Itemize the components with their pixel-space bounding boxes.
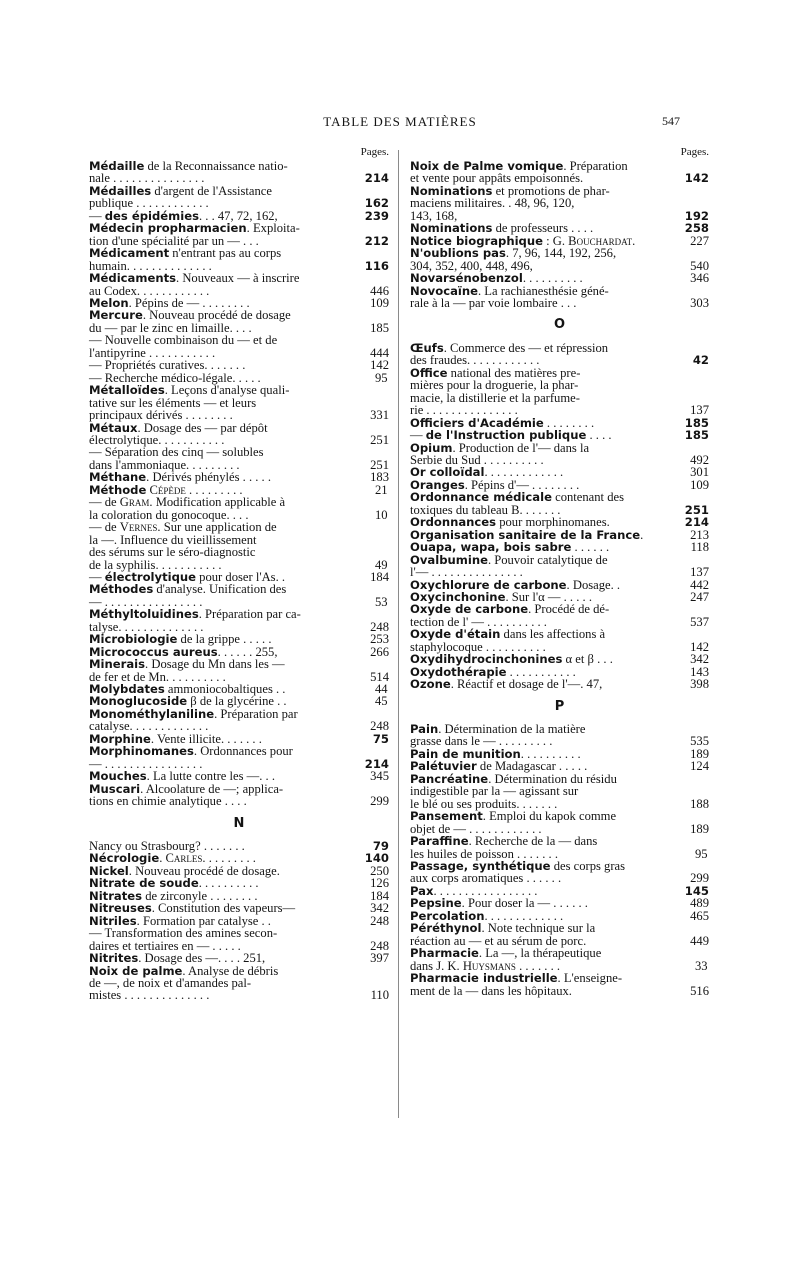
entry-line: Pharmacie industrielle. L'enseigne- (410, 971, 623, 986)
index-entry (89, 708, 389, 733)
section-letter-n: N (233, 815, 245, 831)
entry-line: Médicaments. Nouveaux — à inscrire (89, 271, 300, 286)
page-ref: 442 (690, 577, 709, 592)
page-ref: 248 (370, 619, 389, 634)
page-ref: 109 (690, 477, 709, 492)
entry-line: 143 Oxydothérapie . . . . . . . . . . . (410, 664, 709, 679)
page-ref: 185 (684, 415, 709, 430)
entry-line: 137 rie . . . . . . . . . . . . . . . (410, 403, 709, 418)
index-entry (410, 603, 709, 628)
page-ref: 214 (684, 515, 709, 530)
entry-line: 258 Nominations de professeurs . . . . (410, 221, 709, 236)
entry-line: Novocaïne. La rachianesthésie géné- (410, 283, 609, 298)
entry-line: 239 — des épidémies. . . 47, 72, 162, (89, 208, 389, 223)
page-ref: 124 (690, 759, 709, 774)
entry-line: 185 du — par le zinc en limaille. . . . (89, 320, 389, 335)
page-ref: 137 (690, 565, 709, 580)
entry-line: Muscari. Alcoolature de —; applica- (89, 781, 284, 796)
entry-line: 299 tions en chimie analytique . . . . (89, 794, 389, 809)
page-ref: 142 (690, 639, 709, 654)
entry-line: 124 Palétuvier de Madagascar . . . . . (410, 759, 709, 774)
entry-line: 248 catalyse. . . . . . . . . . . . . (89, 719, 389, 734)
entries-p (410, 723, 709, 997)
index-entry (89, 359, 389, 371)
index-entry (89, 309, 389, 334)
index-entry (410, 367, 709, 417)
index-entry (89, 185, 389, 210)
entry-line: 516 ment de la — dans les hôpitaux. (410, 983, 709, 998)
entry-line: Monométhylaniline. Préparation par (89, 706, 298, 721)
index-entry (410, 723, 709, 748)
page-ref: 516 (690, 983, 709, 998)
entry-line: 214 Ordonnances pour morphinomanes. (410, 515, 709, 530)
page-ref: 303 (690, 295, 709, 310)
entry-line: N'oublions pas. 7, 96, 144, 192, 256, (410, 246, 617, 261)
entry-line: 44 Molybdates ammoniocobaltiques . . (89, 682, 388, 697)
entry-line: Métaux. Dosage des — par dépôt (89, 420, 268, 435)
section-letter-o: O (553, 317, 566, 333)
entry-line: Médaille de la Reconnaissance natio- (89, 159, 288, 173)
entry-line: 342 Nitreuses. Constitution des vapeurs— (89, 901, 389, 916)
index-entry (410, 860, 709, 885)
index-entry (89, 247, 389, 272)
entry-line: Pain. Détermination de la matière (410, 722, 586, 737)
page-ref: 248 (370, 938, 389, 953)
entry-line: 248 talyse. . . . . . . . . . . . . . (89, 619, 389, 634)
page-ref: 239 (364, 208, 389, 223)
page-ref: 227 (690, 233, 709, 248)
index-entry (89, 334, 389, 359)
page-ref: 449 (690, 933, 709, 948)
page-ref: 514 (370, 669, 389, 684)
page-number: 547 (662, 114, 680, 128)
entry-line: 253 Microbiologie de la grippe . . . . . (89, 632, 389, 647)
entry-line: 189 Pain de munition. . . . . . . . . . (410, 746, 709, 761)
entry-line: Office national des matières pre- (410, 365, 581, 380)
page-ref: 42 (692, 353, 709, 368)
page-ref: 189 (690, 746, 709, 761)
page-ref: 342 (690, 652, 709, 667)
entry-line: Pancréatine. Détermination du résidu (410, 771, 617, 786)
entry-line: Noix de palme. Analyse de débris (89, 963, 279, 978)
entry-line: 346 Novarsénobenzol. . . . . . . . . . (410, 271, 709, 286)
page-header (0, 114, 800, 134)
index-entry (410, 773, 709, 810)
entry-line: 116 humain. . . . . . . . . . . . . . (89, 258, 389, 273)
entry-line: macie, la distillerie et la parfume- (410, 390, 580, 405)
index-entry (410, 342, 709, 367)
entry-line: Médecin propharmacien. Exploita- (89, 221, 300, 236)
entry-line: 75 Morphine. Vente illicite. . . . . . . (89, 731, 389, 746)
entry-line: Médicament n'entrant pas au corps (89, 246, 282, 261)
page-ref: 489 (690, 896, 709, 911)
entry-line: 247 Oxycinchonine. Sur l'α — . . . . . (410, 589, 709, 604)
entry-line: 183 Méthane. Dérivés phénylés . . . . . (89, 470, 389, 485)
index-entry (410, 442, 709, 467)
index-entry (89, 927, 389, 952)
entry-line: 251 électrolytique. . . . . . . . . . . (89, 432, 389, 447)
page-ref: 250 (370, 863, 389, 878)
entry-line: des sérums sur le séro-diagnostic (89, 545, 256, 560)
entry-line: Passage, synthétique des corps gras (410, 859, 626, 874)
entry-line: 212 tion d'une spécialité par un — . . . (89, 233, 389, 248)
entry-line: 184 — électrolytique pour doser l'As. . (89, 569, 389, 584)
entry-line: — Nouvelle combinaison du — et de (89, 333, 278, 348)
page-ref: 398 (690, 677, 709, 692)
entry-line: 110 mistes . . . . . . . . . . . . . . (89, 988, 389, 1003)
page-ref: 192 (684, 208, 709, 223)
entry-line: 49 de la syphilis. . . . . . . . . . . (89, 557, 388, 572)
index-entry (89, 608, 389, 633)
page-ref: 75 (372, 731, 389, 746)
index-entry (410, 285, 709, 310)
entry-line: 189 objet de — . . . . . . . . . . . . (410, 821, 709, 836)
page-ref: 109 (370, 295, 389, 310)
entry-line: 345 Mouches. La lutte contre les —. . . (89, 769, 389, 784)
page-ref: 258 (684, 221, 709, 236)
page-ref: 251 (370, 457, 389, 472)
entry-line: 442 Oxychlorure de carbone. Dosage. . (410, 577, 709, 592)
index-entry (410, 972, 709, 997)
entry-line: la —. Influence du vieillissement (89, 532, 257, 547)
page-ref: 140 (364, 851, 389, 866)
entry-line: Méthodes d'analyse. Unification des (89, 582, 287, 597)
entry-line: 126 Nitrate de soude. . . . . . . . . . (89, 876, 389, 891)
entry-line: 214 nale . . . . . . . . . . . . . . . (89, 171, 389, 186)
index-entry (89, 745, 389, 770)
entry-line: Ovalbumine. Pouvoir catalytique de (410, 552, 608, 567)
page-ref: 248 (370, 913, 389, 928)
index-entry (89, 783, 389, 808)
index-entry (89, 222, 389, 247)
page-ref: 162 (364, 196, 389, 211)
entry-line: 227 Notice biographique : G. Bouchardat. (410, 233, 709, 248)
page-ref: 346 (690, 271, 709, 286)
page-ref: 185 (684, 428, 709, 443)
entry-line: 42 des fraudes. . . . . . . . . . . . (410, 353, 709, 368)
entry-line: Médailles d'argent de l'Assistance (89, 183, 272, 198)
page-ref: 266 (370, 644, 389, 659)
entry-line: Métalloïdes. Leçons d'analyse quali- (89, 383, 290, 398)
entry-line: Méthyltoluidines. Préparation par ca- (89, 607, 301, 622)
entry-line: 142 et vente pour appâts empoisonnés. (410, 171, 709, 186)
entry-line: 185 — de l'Instruction publique . . . . (410, 428, 709, 443)
entry-line: 398 Ozone. Réactif et dosage de l'—. 47, (410, 677, 709, 692)
index-entry (89, 521, 389, 571)
index-entry (410, 947, 709, 972)
entry-line: 535 grasse dans le — . . . . . . . . . (410, 734, 709, 749)
page-ref: 214 (364, 756, 389, 771)
page-ref: 537 (690, 614, 709, 629)
entry-line: Pansement. Emploi du kapok comme (410, 809, 617, 824)
entry-line: 331 principaux dérivés . . . . . . . . (89, 408, 389, 423)
page-ref: 465 (690, 908, 709, 923)
index-entry (89, 272, 389, 297)
page-ref: 79 (372, 839, 389, 854)
entry-line: 145 Pax. . . . . . . . . . . . . . . . . (410, 883, 709, 898)
entry-line: 446 au Codex. . . . . . . . . . . . (89, 283, 389, 298)
entry-line: 109 Oranges. Pépins d'— . . . . . . . . (410, 477, 709, 492)
entry-line: 185 Officiers d'Académie . . . . . . . . (410, 415, 709, 430)
page-ref: 535 (690, 734, 709, 749)
index-entry (89, 496, 389, 521)
entry-line: Nominations et promotions de phar- (410, 183, 610, 198)
entry-line: 95 — Recherche médico-légale. . . . . (89, 370, 388, 385)
entry-line: — Transformation des amines secon- (89, 926, 278, 941)
entry-line: 251 dans l'ammoniaque. . . . . . . . . (89, 457, 389, 472)
entries-m (89, 160, 389, 808)
page-ref: 331 (370, 408, 389, 423)
entry-line: 188 le blé ou ses produits. . . . . . . (410, 796, 709, 811)
entry-line: 514 de fer et de Mn. . . . . . . . . . (89, 669, 389, 684)
entry-line: 109 Melon. Pépins de — . . . . . . . . (89, 295, 389, 310)
page-ref: 185 (370, 320, 389, 335)
entry-line: 299 aux corps aromatiques . . . . . . (410, 871, 709, 886)
entry-line: 213 Organisation sanitaire de la France. (410, 527, 709, 542)
entry-line: 142 — Propriétés curatives. . . . . . . (89, 358, 389, 373)
entry-line: 449 réaction au — et au sérum de porc. (410, 933, 709, 948)
entry-line: — de Vernes. Sur une application de (89, 520, 277, 535)
running-title: TABLE DES MATIÈRES (323, 114, 477, 129)
entry-line: Morphinomanes. Ordonnances pour (89, 744, 293, 759)
index-entry (410, 185, 709, 222)
index-entry (89, 583, 389, 608)
page-ref: 247 (690, 589, 709, 604)
left-column (89, 146, 389, 1002)
entry-line: 248 Nitriles. Formation par catalyse . . (89, 913, 389, 928)
page-ref: 189 (690, 821, 709, 836)
entry-line: 301 Or colloïdal. . . . . . . . . . . . . (410, 465, 709, 480)
page-ref: 145 (684, 883, 709, 898)
page-ref: 184 (370, 569, 389, 584)
page-ref: 299 (690, 871, 709, 886)
page-ref: 540 (690, 258, 709, 273)
entry-line: mières pour la droguerie, la phar- (410, 378, 579, 393)
entry-line: 444 l'antipyrine . . . . . . . . . . . (89, 345, 389, 360)
entry-line: 95 les huiles de poisson . . . . . . . (410, 846, 708, 861)
entry-line: Minerais. Dosage du Mn dans les — (89, 657, 285, 672)
index-entry (89, 658, 389, 683)
entry-line: 250 Nickel. Nouveau procédé de dosage. (89, 863, 389, 878)
page-ref: 301 (690, 465, 709, 480)
entry-line: 140 Nécrologie. Carles. . . . . . . . . (89, 851, 389, 866)
entry-line: 303 rale à la — par voie lombaire . . . (410, 295, 709, 310)
entry-line: 137 l'— . . . . . . . . . . . . . . . (410, 565, 709, 580)
page-ref: 142 (684, 171, 709, 186)
entry-line: 465 Percolation. . . . . . . . . . . . . (410, 908, 709, 923)
section-letter-p: P (554, 698, 565, 714)
page-ref: 446 (370, 283, 389, 298)
entry-line: Pharmacie. La —, la thérapeutique (410, 946, 602, 961)
entry-line: Oxyde de carbone. Procédé de dé- (410, 602, 610, 617)
page-ref: 299 (370, 794, 389, 809)
entry-line: maciens militaires. . 48, 96, 120, (410, 196, 575, 211)
index-entry (89, 384, 389, 421)
entry-line: Œufs. Commerce des — et répression (410, 340, 609, 355)
entry-line: 266 Micrococcus aureus. . . . . . 255, (89, 644, 389, 659)
column-divider (398, 150, 399, 1118)
page-ref: 214 (364, 171, 389, 186)
entry-line: 540 304, 352, 400, 448, 496, (410, 258, 709, 273)
pages-label: Pages. (680, 146, 709, 158)
entry-line: Oxyde d'étain dans les affections à (410, 627, 606, 642)
entry-line: 33 dans J. K. Huysmans . . . . . . . (410, 958, 708, 973)
page-ref: 251 (684, 502, 709, 517)
entry-line: 342 Oxydihydrocinchonines α et β . . . (410, 652, 709, 667)
entry-line: 79 Nancy ou Strasbourg? . . . . . . . (89, 839, 389, 854)
entry-line: 21 Méthode Cépède . . . . . . . . . (89, 482, 388, 497)
entry-line: 45 Monoglucoside β de la glycérine . . (89, 694, 388, 709)
entries-n-cont (410, 160, 709, 309)
entry-line: 192 143, 168, (410, 208, 709, 223)
page-ref: 444 (370, 345, 389, 360)
page-ref: 110 (370, 988, 389, 1003)
page-ref: 397 (370, 951, 389, 966)
pages-label: Pages. (360, 146, 389, 158)
index-entry (89, 446, 389, 471)
entry-line: 162 publique . . . . . . . . . . . . (89, 196, 389, 211)
page-ref: 492 (690, 452, 709, 467)
index-entry (410, 429, 709, 441)
right-column (410, 146, 709, 997)
entry-line: tative sur les éléments — et leurs (89, 395, 257, 410)
entry-line: 537 tection de l' — . . . . . . . . . . (410, 614, 709, 629)
index-entry (410, 922, 709, 947)
index-entry (410, 247, 709, 272)
entry-line: — Séparation des cinq — solubles (89, 445, 264, 460)
index-entry (410, 628, 709, 653)
page-ref: 251 (370, 432, 389, 447)
entry-line: 184 Nitrates de zirconyle . . . . . . . . (89, 888, 389, 903)
page-ref: 213 (690, 527, 709, 542)
index-entry (89, 965, 389, 1002)
page-ref: 342 (370, 901, 389, 916)
entry-line: — de Gram. Modification applicable à (89, 495, 286, 510)
page-ref: 248 (370, 719, 389, 734)
entry-line: Mercure. Nouveau procédé de dosage (89, 308, 291, 323)
entry-line: 214 — . . . . . . . . . . . . . . . . (89, 756, 389, 771)
entry-line: indigestible par la — agissant sur (410, 784, 579, 799)
index-entry (89, 160, 389, 185)
index-entry (89, 422, 389, 447)
entry-line: 118 Ouapa, wapa, bois sabre . . . . . . (410, 540, 709, 555)
page-ref: 212 (364, 233, 389, 248)
entry-line: 489 Pepsine. Pour doser la — . . . . . . (410, 896, 709, 911)
entry-line: Ordonnance médicale contenant des (410, 490, 624, 505)
page-ref: 188 (690, 796, 709, 811)
page-ref: 143 (690, 664, 709, 679)
page-ref: 253 (370, 632, 389, 647)
entry-line: 248 daires et tertiaires en — . . . . . (89, 938, 389, 953)
entry-line: 397 Nitrites. Dosage des —. . . . 251, (89, 951, 389, 966)
entry-line: 142 staphylocoque . . . . . . . . . . (410, 639, 709, 654)
page-ref: 126 (370, 876, 389, 891)
entry-line: Opium. Production de l'— dans la (410, 440, 590, 455)
page-ref: 345 (370, 769, 389, 784)
entries-n (89, 840, 389, 1002)
page-ref: 142 (370, 358, 389, 373)
entry-line: 53 — . . . . . . . . . . . . . . . . (89, 594, 388, 609)
entries-o (410, 342, 709, 691)
entry-line: 251 toxiques du tableau B. . . . . . . (410, 502, 709, 517)
index-entry (410, 160, 709, 185)
page-ref: 116 (364, 258, 389, 273)
page-ref: 184 (370, 888, 389, 903)
entry-line: 10 la coloration du gonocoque. . . . (89, 507, 388, 522)
index-entry (410, 491, 709, 516)
index-entry (410, 678, 709, 690)
index-entry (410, 554, 709, 579)
entry-line: Péréthynol. Note technique sur la (410, 921, 596, 936)
entry-line: Paraffine. Recherche de la — dans (410, 834, 598, 849)
index-entry (410, 835, 709, 860)
page-ref: 183 (370, 470, 389, 485)
index-entry (410, 810, 709, 835)
page-ref: 137 (690, 403, 709, 418)
page-ref: 118 (690, 540, 709, 555)
entry-line: Noix de Palme vomique. Préparation (410, 159, 628, 173)
entry-line: de —, de noix et d'amandes pal- (89, 976, 252, 990)
entry-line: 492 Serbie du Sud . . . . . . . . . . (410, 452, 709, 467)
